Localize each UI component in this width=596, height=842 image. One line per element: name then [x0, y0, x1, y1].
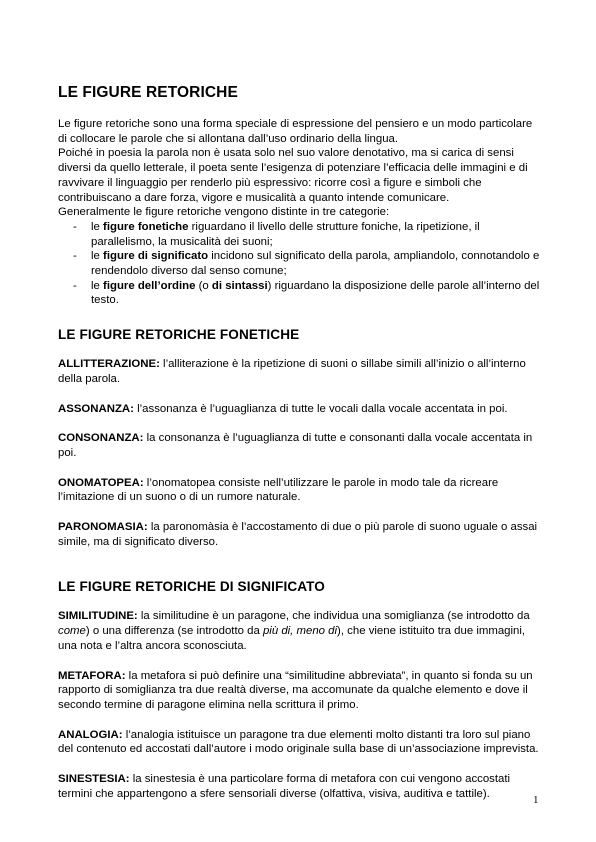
- list-term: di sintassi: [211, 279, 268, 292]
- definition-term: PARONOMASIA:: [58, 521, 148, 534]
- definition-term: ASSONANZA:: [58, 402, 134, 415]
- definition-term: METAFORA:: [58, 669, 126, 682]
- definition-text: la sinestesia è una particolare forma di metafora con cui vengono accostati termini che appartengono a sfere sensoriali diverse (olfattiva, visiva, auditiva e tattile).: [58, 773, 511, 800]
- list-term: figure fonetiche: [103, 220, 189, 233]
- definition-text: la metafora si può definire una “similitudine abbreviata”, in quanto si fonda su un rapporto di somiglianza tra due realtà diverse, ma accomunate da qualche elemento e dove il secondo termine di paragone elimina nella scrittura il primo.: [58, 669, 533, 711]
- categories-list: [58, 220, 542, 308]
- list-item: [58, 279, 542, 308]
- list-text: le: [91, 250, 104, 263]
- definition-entry: [58, 357, 542, 386]
- definition-text: ), che viene istituito tra due immagini, una nota e l’altra ancora sconosciuta.: [58, 625, 526, 652]
- list-term: figure dell’ordine: [103, 279, 196, 292]
- definition-italic: come: [58, 625, 86, 638]
- list-term: figure di significato: [103, 250, 209, 263]
- list-text: riguardano il livello delle strutture foniche, la ripetizione, il parallelismo, la musicalità dei suoni;: [91, 220, 480, 248]
- definition-text: la consonanza è l’uguaglianza di tutte e consonanti dalla vocale accentata in poi.: [58, 432, 533, 459]
- intro-paragraph-2: Poiché in poesia la parola non è usata solo nel suo valore denotativo, ma si carica di sensi diversi da quello letterale, il poeta sente l’esigenza di potenziare l’efficacia delle immagini e di ravvivare il linguaggio per renderlo più espressivo: ricorre così a figure e simboli che contribuiscano a dare forza, vigore e musicalità a quanto intende comunicare.: [58, 147, 528, 204]
- list-item: [58, 220, 542, 249]
- definition-term: ANALOGIA:: [58, 728, 123, 741]
- definition-entry: [58, 609, 542, 653]
- section-heading-phonetic: LE FIGURE RETORICHE FONETICHE: [58, 327, 300, 343]
- definition-term: CONSONANZA:: [58, 432, 144, 445]
- definition-term: ONOMATOPEA:: [58, 476, 144, 489]
- definition-term: SINESTESIA:: [58, 773, 130, 786]
- definition-term: SIMILITUDINE:: [58, 610, 138, 623]
- list-dash: -: [73, 220, 77, 233]
- page-title: LE FIGURE RETORICHE: [58, 84, 238, 101]
- definition-text: l’analogia istituisce un paragone tra due elementi molto distanti tra loro sul piano del contenuto ed accostati dall’autore i modo originale sulla base di un’associazione imprevista.: [58, 728, 539, 756]
- definition-entry: [58, 520, 542, 549]
- intro-paragraph-3: Generalmente le figure retoriche vengono distinte in tre categorie:: [58, 206, 390, 219]
- list-text: le: [91, 279, 104, 292]
- list-text: ) riguardano la disposizione delle parole all’interno del testo.: [91, 279, 540, 307]
- definition-entry: [58, 728, 542, 757]
- list-text: incidono sul significato della parola, ampliandolo, connotandolo e rendendolo diverso dal senso comune;: [91, 250, 540, 278]
- definition-term: ALLITTERAZIONE:: [58, 358, 160, 371]
- definition-entry: [58, 402, 542, 417]
- list-text: le: [91, 220, 104, 233]
- section-heading-meaning: LE FIGURE RETORICHE DI SIGNIFICATO: [58, 579, 325, 595]
- definition-text: l’alliterazione è la ripetizione di suoni o sillabe simili all’inizio o all’interno della parola.: [58, 358, 526, 385]
- definition-entry: [58, 431, 542, 460]
- definition-text: la paronomàsia è l’accostamento di due o più parole di suono uguale o assai simile, ma di significato diverso.: [58, 521, 538, 548]
- definition-text: l’assonanza è l’uguaglianza di tutte le vocali dalla vocale accentata in poi.: [133, 402, 508, 415]
- list-text: (o: [195, 279, 212, 292]
- definition-text: ) o una differenza (se introdotto da: [85, 625, 263, 638]
- definition-entry: [58, 476, 542, 505]
- list-dash: -: [73, 279, 77, 292]
- list-item: [58, 249, 542, 278]
- definition-italic: più di, meno di: [262, 625, 338, 638]
- document-page: [58, 84, 542, 802]
- definition-text: l’onomatopea consiste nell’utilizzare le parole in modo tale da ricreare l’imitazione di un suono o di un rumore naturale.: [58, 476, 499, 504]
- intro-paragraph-1: Le figure retoriche sono una forma speciale di espressione del pensiero e un modo particolare di collocare le parole che si allontana dall’uso ordinario della lingua.: [58, 118, 533, 145]
- page-number: 1: [533, 794, 539, 806]
- definition-entry: [58, 669, 542, 713]
- definition-entry: [58, 772, 542, 801]
- definition-text: la similitudine è un paragone, che individua una somiglianza (se introdotto da: [137, 610, 530, 623]
- list-dash: -: [73, 250, 77, 263]
